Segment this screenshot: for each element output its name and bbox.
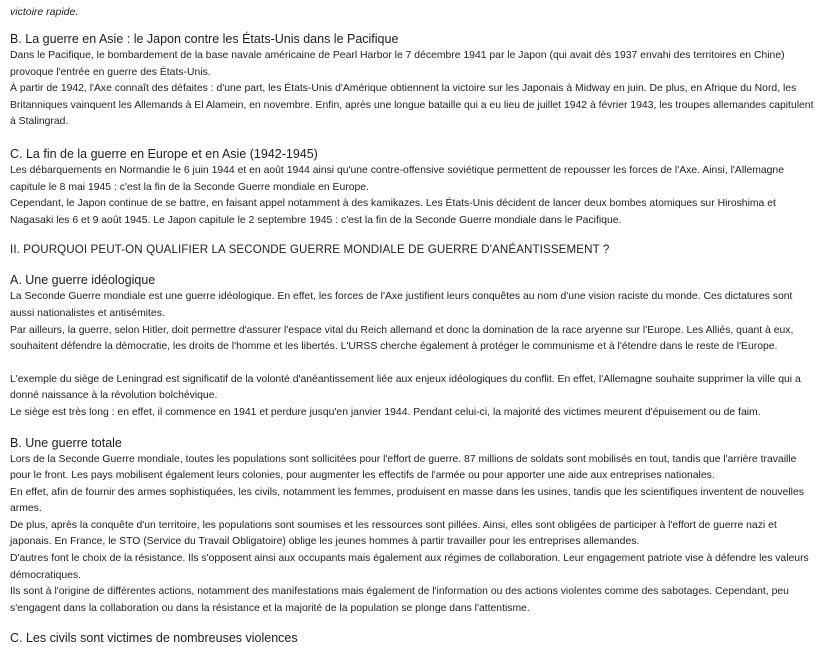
section-war-in-asia xyxy=(10,30,818,131)
section-heading: B. Une guerre totale xyxy=(10,435,122,450)
paragraph: D'autres font le choix de la résistance. Ils s'opposent ainsi aux occupants mais également aux régimes de collaboration. Leur engagement patriote vise à défendre les valeurs démocratiques. xyxy=(10,553,809,581)
section-heading: B. La guerre en Asie : le Japon contre les États-Unis dans le Pacifique xyxy=(10,32,399,46)
paragraph: Par ailleurs, la guerre, selon Hitler, doit permettre d'assurer l'espace vital du Reich allemand et donc la domination de la race aryenne sur l'Europe. Les Alliés, quant à eux, souhaitent défendre la démocratie, les droits de l'homme et les libertés. L'URSS cherche également à protéger le communisme et à l'étendre dans le reste de l'Europe. xyxy=(10,324,794,353)
section-total-war xyxy=(10,434,818,618)
paragraph: De plus, après la conquête d'un territoire, les populations sont soumises et les ressources sont pillées. Ainsi, elles sont obligées de participer à l'effort de guerre nazi et japonais. En France, le STO (Service du Travail Obligatoire) oblige les jeunes hommes à partir travailler pour les entreprises allemandes. xyxy=(10,519,777,548)
paragraph: Le siège est très long : en effet, il commence en 1941 et perdure jusqu'en janvier 1944. Pendant celui-ci, la majorité des victimes meurent d'épuisement ou de faim. xyxy=(10,406,761,418)
paragraph: Dans le Pacifique, le bombardement de la base navale américaine de Pearl Harbor le 7 décembre 1941 par le Japon (qui avait dès 1937 envahi des territoires en Chine) provoque l'entrée en guerre des États-Unis. xyxy=(10,50,785,78)
paragraph: Ils sont à l'origine de différentes actions, notamment des manifestations mais également de l'information ou des actions violentes comme des sabotages. Cependant, peu s'engagent dans la collaboration ou dans la résistance et la majorité de la population se plonge dans l'attentisme. xyxy=(10,586,789,614)
section-heading: C. Les civils sont victimes de nombreuses violences xyxy=(10,631,298,646)
section-end-of-war xyxy=(10,145,818,229)
paragraph: La Seconde Guerre mondiale est une guerre idéologique. En effet, les forces de l'Axe justifient leurs conquêtes au nom d'une vision raciste du monde. Ces dictatures sont aussi nationalistes et antisémites. xyxy=(10,291,793,319)
lead-fragment: victoire rapide. xyxy=(10,6,79,18)
paragraph: Les débarquements en Normandie le 6 juin 1944 et en août 1944 ainsi qu'une contre-offensive soviétique permettent de repousser les forces de l'Axe. Ainsi, l'Allemagne capitule le 8 mai 1945 : c'est la fin de la Seconde Guerre mondiale en Europe. xyxy=(10,164,784,193)
paragraph: L'exemple du siège de Leningrad est significatif de la volonté d'anéantissement liée aux enjeux idéologiques du conflit. En effet, l'Allemagne souhaite supprimer la ville qui a donné naissance à la révolution bolchévique. xyxy=(10,373,801,402)
section-heading: C. La fin de la guerre en Europe et en Asie (1942-1945) xyxy=(10,146,318,161)
paragraph-gap xyxy=(10,356,818,372)
section-ideological-war xyxy=(10,271,818,421)
part-two-heading: II. POURQUOI PEUT-ON QUALIFIER LA SECONDE GUERRE MONDIALE DE GUERRE D'ANÉANTISSEMENT ? xyxy=(10,243,610,257)
section-heading: A. Une guerre idéologique xyxy=(10,273,156,288)
paragraph: Lors de la Seconde Guerre mondiale, toutes les populations sont sollicitées pour l'effort de guerre. 87 millions de soldats sont mobilisés en tout, tandis que l'arrière travaille pour le front. Les pays mobilisent également leurs colonies, pour augmenter les effectifs de l'armée ou pour apporter une aide aux entreprises nationales. xyxy=(10,453,797,482)
paragraph: Cependant, le Japon continue de se battre, en faisant appel notamment à des kamikazes. Les États-Unis décident de lancer deux bombes atomiques sur Hiroshima et Nagasaki les 6 et 9 août 1945. Le Japon capitule le 2 septembre 1945 : c'est la fin de la Seconde Guerre mondiale dans le Pacifique. xyxy=(10,198,776,226)
section-civilian-victims xyxy=(10,629,818,647)
paragraph: En effet, afin de fournir des armes sophistiquées, les civils, notamment les femmes, produisent en masse dans les usines, tandis que les scientifiques inventent de nouvelles armes. xyxy=(10,486,804,515)
paragraph: À partir de 1942, l'Axe connaît des défaites : d'une part, les États-Unis d'Amérique obtiennent la victoire sur les Japonais à Midway en juin. De plus, en Afrique du Nord, les Britanniques vainquent les Allemands à El Alamein, en novembre. Enfin, après une longue bataille qui a eu lieu de juillet 1942 à février 1943, les troupes allemandes capitulent à Stalingrad. xyxy=(10,83,814,128)
